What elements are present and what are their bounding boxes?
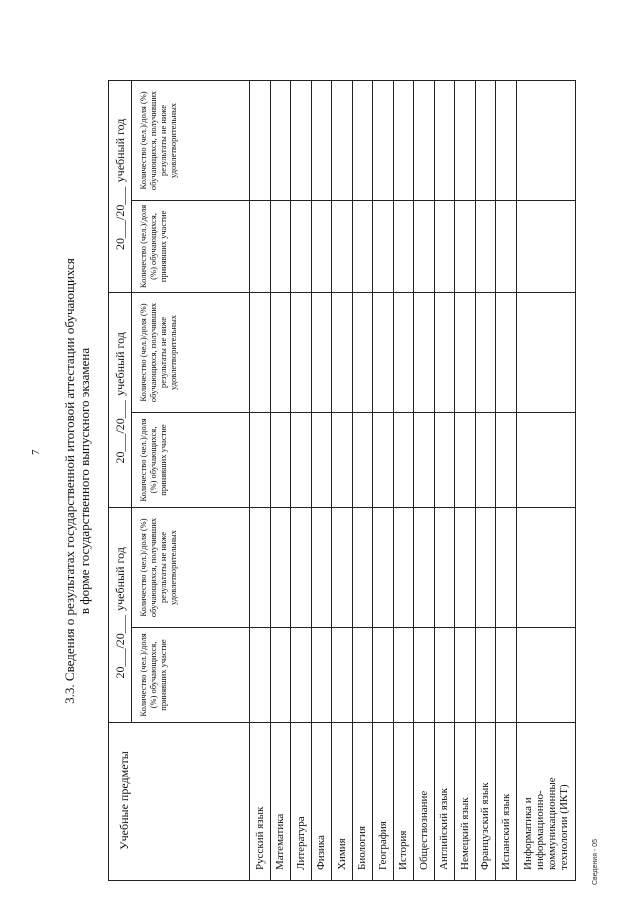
table-cell — [311, 628, 332, 723]
subject-name: Литература — [291, 723, 312, 881]
table-cell — [352, 80, 373, 200]
table-cell — [414, 507, 435, 627]
table-cell — [291, 292, 312, 412]
table-row — [291, 80, 312, 880]
table-cell — [291, 80, 312, 200]
table-row — [414, 80, 435, 880]
table-cell — [352, 507, 373, 627]
table-cell — [250, 200, 271, 292]
table-cell — [455, 200, 476, 292]
table-cell — [516, 412, 575, 507]
table-cell — [291, 200, 312, 292]
table-cell — [291, 628, 312, 723]
subject-name: Информатика и информационно-коммуникационные технологии (ИКТ) — [516, 723, 575, 881]
table-cell — [332, 507, 353, 627]
table-cell — [496, 628, 517, 723]
table-cell — [270, 292, 291, 412]
table-cell — [332, 80, 353, 200]
table-cell — [250, 507, 271, 627]
table-cell — [475, 412, 496, 507]
table-cell — [414, 292, 435, 412]
table-body — [250, 80, 576, 880]
table-cell — [434, 200, 455, 292]
table-cell — [352, 292, 373, 412]
table-cell — [475, 80, 496, 200]
table-cell — [414, 412, 435, 507]
table-cell — [373, 628, 394, 723]
table-cell — [373, 412, 394, 507]
year-header: 20___/20___учебный год — [109, 292, 132, 507]
table-cell — [373, 507, 394, 627]
table-cell — [311, 507, 332, 627]
table-cell — [393, 292, 414, 412]
table-row — [455, 80, 476, 880]
table-row — [434, 80, 455, 880]
table-row — [516, 80, 575, 880]
subject-name: Французский язык — [475, 723, 496, 881]
table-cell — [455, 628, 476, 723]
table-cell — [434, 412, 455, 507]
subject-name: Обществознание — [414, 723, 435, 881]
table-cell — [352, 412, 373, 507]
title-line-2: в форме государственного выпускного экзамена — [77, 347, 92, 615]
col-participated: Количество (чел.)/доля (%) обучающихся, принявших участие — [132, 412, 250, 507]
table-row — [393, 80, 414, 880]
subject-name: Немецкий язык — [455, 723, 476, 881]
subject-name: Русский язык — [250, 723, 271, 881]
table-cell — [250, 80, 271, 200]
table-cell — [311, 412, 332, 507]
table-cell — [270, 507, 291, 627]
table-cell — [434, 628, 455, 723]
table-cell — [434, 292, 455, 412]
table-cell — [393, 507, 414, 627]
title-line-1: 3.3. Сведения о результатах государственной итоговой аттестации обучающихся — [62, 258, 77, 704]
table-cell — [434, 507, 455, 627]
table-cell — [311, 80, 332, 200]
table-cell — [434, 80, 455, 200]
subject-name: История — [393, 723, 414, 881]
subject-name: Английский язык — [434, 723, 455, 881]
table-row — [373, 80, 394, 880]
table-cell — [373, 292, 394, 412]
subject-name: Испанский язык — [496, 723, 517, 881]
table-cell — [475, 292, 496, 412]
subject-name: Химия — [332, 723, 353, 881]
subject-name: Биология — [352, 723, 373, 881]
table-cell — [496, 292, 517, 412]
table-cell — [516, 200, 575, 292]
table-cell — [414, 628, 435, 723]
table-cell — [393, 200, 414, 292]
table-row — [250, 80, 271, 880]
subject-name: География — [373, 723, 394, 881]
table-cell — [332, 412, 353, 507]
table-cell — [496, 80, 517, 200]
table-cell — [496, 200, 517, 292]
table-cell — [414, 80, 435, 200]
table-cell — [455, 507, 476, 627]
table-cell — [373, 80, 394, 200]
col-passed: Количество (чел.)/доля (%) обучающихся, получивших результаты не ниже удовлетворительных — [132, 507, 250, 627]
table-cell — [393, 412, 414, 507]
table-cell — [332, 292, 353, 412]
years-header-row — [109, 80, 132, 880]
table-row — [475, 80, 496, 880]
table-cell — [291, 412, 312, 507]
year-header: 20___/20___учебный год — [109, 507, 132, 722]
table-cell — [516, 292, 575, 412]
col-passed: Количество (чел.)/доля (%) обучающихся, получивших результаты не ниже удовлетворительных — [132, 292, 250, 412]
table-cell — [393, 628, 414, 723]
table-row — [496, 80, 517, 880]
table-cell — [373, 200, 394, 292]
col-participated: Количество (чел.)/доля (%) обучающихся, принявших участие — [132, 628, 250, 723]
table-cell — [270, 628, 291, 723]
table-cell — [352, 628, 373, 723]
table-cell — [332, 628, 353, 723]
table-cell — [496, 507, 517, 627]
table-cell — [475, 628, 496, 723]
page-number: 7 — [30, 449, 42, 455]
table-cell — [311, 200, 332, 292]
table-row — [270, 80, 291, 880]
table-cell — [455, 80, 476, 200]
table-cell — [516, 507, 575, 627]
subject-name: Физика — [311, 723, 332, 881]
table-cell — [516, 628, 575, 723]
table-cell — [496, 412, 517, 507]
col-participated: Количество (чел.)/доля (%) обучающихся, принявших участие — [132, 200, 250, 292]
table-cell — [455, 292, 476, 412]
table-cell — [414, 200, 435, 292]
table-cell — [270, 412, 291, 507]
col-passed: Количество (чел.)/доля (%) обучающихся, получивших результаты не ниже удовлетворительных — [132, 80, 250, 200]
rotated-page — [60, 81, 580, 881]
table-cell — [516, 80, 575, 200]
table-cell — [291, 507, 312, 627]
table-cell — [250, 292, 271, 412]
table-row — [352, 80, 373, 880]
footer-code: Сведения - 05 — [592, 839, 599, 885]
table-cell — [352, 200, 373, 292]
table-cell — [250, 412, 271, 507]
table-row — [332, 80, 353, 880]
table-cell — [270, 80, 291, 200]
subjects-header: Учебные предметы — [109, 723, 250, 881]
table-cell — [393, 80, 414, 200]
table-cell — [311, 292, 332, 412]
table-row — [311, 80, 332, 880]
table-cell — [475, 200, 496, 292]
year-header: 20___/20___учебный год — [109, 80, 132, 292]
results-table — [108, 80, 576, 881]
table-cell — [270, 200, 291, 292]
table-cell — [332, 200, 353, 292]
table-cell — [250, 628, 271, 723]
table-cell — [475, 507, 496, 627]
section-title — [60, 81, 108, 881]
subject-name: Математика — [270, 723, 291, 881]
table-cell — [455, 412, 476, 507]
